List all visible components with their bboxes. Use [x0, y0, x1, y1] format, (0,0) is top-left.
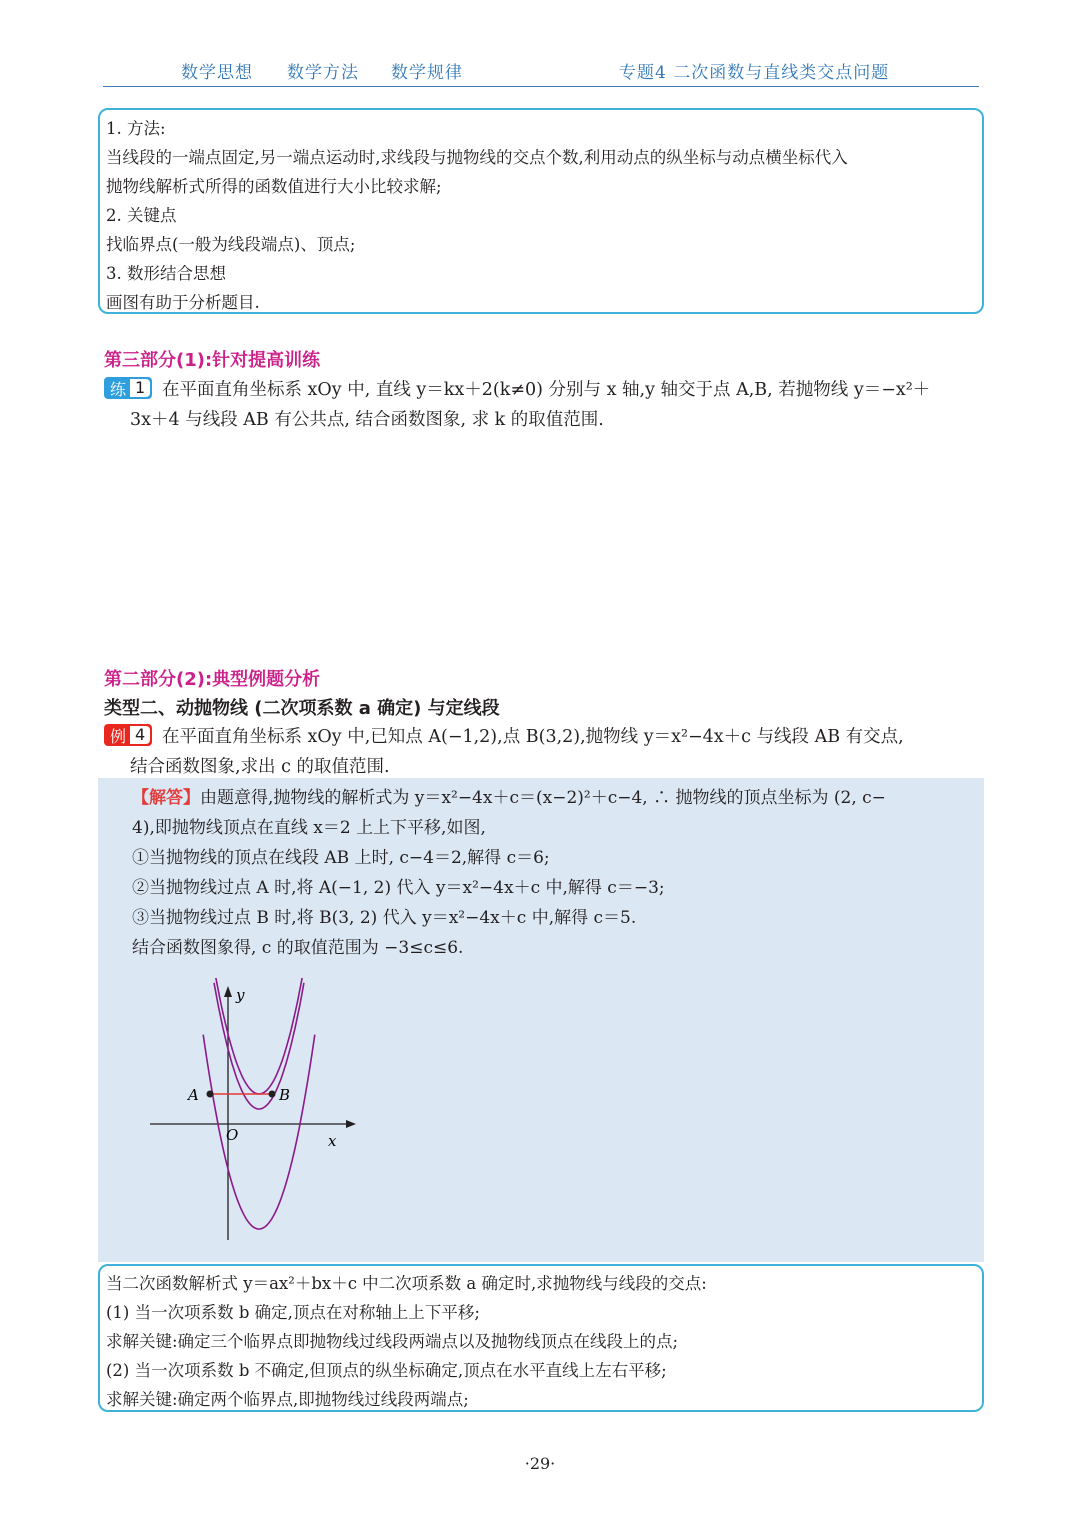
point-a-label: A [188, 1086, 199, 1104]
solution-panel [98, 778, 984, 1262]
header-method: 数学方法 [287, 63, 359, 83]
section-title: 第三部分(1):针对提高训练 [104, 350, 321, 371]
x-axis-arrow [346, 1120, 356, 1128]
example-question-line: 在平面直角坐标系 xOy 中,已知点 A(−1,2),点 B(3,2),抛物线 y＝x²−4x＋c 与线段 AB 有交点, [162, 727, 904, 747]
point-b-label: B [279, 1086, 291, 1104]
point-b [269, 1091, 276, 1098]
method-line: 3. 数形结合思想 [106, 264, 226, 283]
x-axis-label: x [328, 1132, 337, 1150]
method-line: 抛物线解析式所得的函数值进行大小比较求解; [106, 177, 442, 196]
practice-question-line: 3x＋4 与线段 AB 有公共点, 结合函数图象, 求 k 的取值范围. [130, 410, 604, 430]
practice-tag [104, 377, 152, 399]
y-axis-arrow [224, 986, 232, 997]
method-line: 找临界点(一般为线段端点)、顶点; [106, 235, 356, 254]
solution-line: ②当抛物线过点 A 时,将 A(−1, 2) 代入 y＝x²−4x＋c 中,解得 c＝−3; [132, 878, 665, 898]
example-tag-number: 4 [130, 726, 150, 744]
y-axis-label: y [236, 986, 245, 1004]
summary-line: 求解关键:确定两个临界点,即抛物线过线段两端点; [106, 1390, 469, 1409]
header-rule: 数学规律 [391, 63, 463, 83]
summary-line: 求解关键:确定三个临界点即抛物线过线段两端点以及抛物线顶点在线段上的点; [106, 1332, 679, 1351]
example-tag-label: 例 [110, 726, 127, 746]
solution-line: 结合函数图象得, c 的取值范围为 −3≤c≤6. [132, 938, 464, 958]
example-question-line: 结合函数图象,求出 c 的取值范围. [130, 757, 390, 777]
method-line: 画图有助于分析题目. [106, 293, 260, 312]
type-title: 类型二、动抛物线 (二次项系数 a 确定) 与定线段 [104, 698, 500, 719]
method-line: 当线段的一端点固定,另一端点运动时,求线段与抛物线的交点个数,利用动点的纵坐标与动点横坐标代入 [106, 148, 848, 167]
solution-line: ①当抛物线的顶点在线段 AB 上时, c−4＝2,解得 c＝6; [132, 848, 550, 868]
practice-tag-label: 练 [110, 379, 127, 399]
solution-line: ③当抛物线过点 B 时,将 B(3, 2) 代入 y＝x²−4x＋c 中,解得 c＝5. [132, 908, 637, 928]
header-thought: 数学思想 [181, 63, 253, 83]
page-header [103, 56, 979, 87]
practice-question-line: 在平面直角坐标系 xOy 中, 直线 y＝kx＋2(k≠0) 分别与 x 轴,y 轴交于点 A,B, 若抛物线 y＝−x²＋ [162, 380, 931, 400]
origin-label: O [226, 1126, 239, 1144]
example-tag [104, 724, 152, 746]
summary-line: (1) 当一次项系数 b 确定,顶点在对称轴上上下平移; [106, 1303, 480, 1322]
solution-line-text: 由题意得,抛物线的解析式为 y＝x²−4x＋c＝(x−2)²＋c−4, ∴ 抛物线的顶点坐标为 (2, c− [200, 788, 886, 808]
header-topic: 专题4 二次函数与直线类交点问题 [619, 63, 890, 83]
summary-line: (2) 当一次项系数 b 不确定,但顶点的纵坐标确定,顶点在水平直线上左右平移; [106, 1361, 667, 1380]
solution-label: 【解答】 [132, 788, 200, 808]
point-a [207, 1091, 214, 1098]
parabola-graph [138, 978, 418, 1248]
summary-line: 当二次函数解析式 y＝ax²＋bx＋c 中二次项系数 a 确定时,求抛物线与线段的交点: [106, 1274, 707, 1293]
method-box [98, 108, 984, 314]
page-number: ·29· [524, 1454, 556, 1473]
practice-tag-number: 1 [130, 379, 150, 397]
summary-box [98, 1264, 984, 1412]
parabola-through-a [203, 1035, 315, 1229]
solution-line: 4),即抛物线顶点在直线 x＝2 上上下平移,如图, [132, 818, 486, 838]
solution-line [132, 783, 886, 808]
section-title: 第二部分(2):典型例题分析 [104, 669, 321, 690]
method-line: 2. 关键点 [106, 206, 177, 225]
method-line: 1. 方法: [106, 119, 166, 138]
